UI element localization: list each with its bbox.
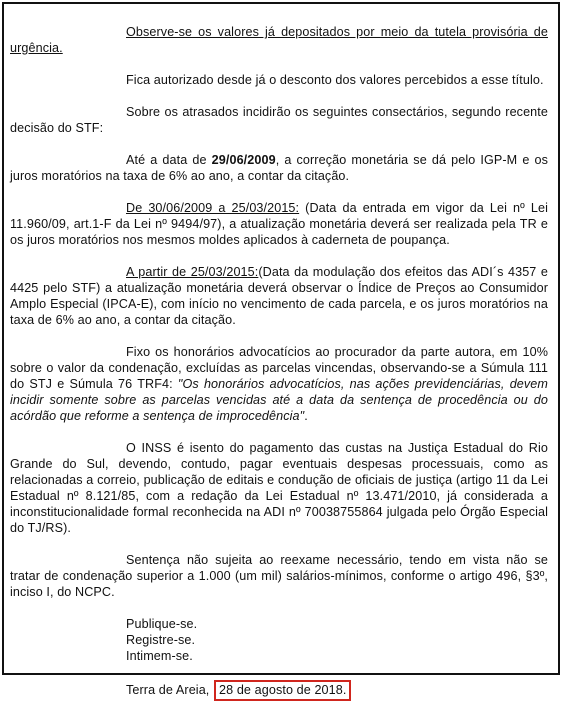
paragraph-ate-2009	[10, 152, 548, 184]
tutela-text: Observe-se os valores já depositados por meio da tutela provisória de urgência.	[10, 25, 548, 55]
paragraph-desconto: Fica autorizado desde já o desconto dos valores percebidos a esse título.	[126, 73, 544, 87]
period-2009-2015-label: De 30/06/2009 a 25/03/2015:	[126, 201, 300, 215]
paragraph-reexame: Sentença não sujeita ao reexame necessário, tendo em vista não se tratar de condenação superior a 1.000 (um mil) salários-mínimos, conforme o artigo 496, §3º, inciso I, do NCPC.	[10, 553, 548, 599]
paragraph-2009-2015	[10, 200, 548, 248]
paragraph-consectarios: Sobre os atrasados incidirão os seguintes consectários, segundo recente decisão do STF:	[10, 105, 548, 135]
place-name: Terra de Areia,	[126, 683, 210, 697]
period-2015-text: (Data da modulação dos efeitos das ADI´s 4357 e 4425 pelo STF) a atualização monetária deverá observar o Índice de Preços ao Consumidor Amplo Especial (IPCA-E), com início no vencimento de cada parcela, e os juros moratórios na taxa de 6% ao ano, a contar da citação.	[10, 265, 548, 327]
intimem-se: Intimem-se.	[126, 649, 193, 663]
paragraph-apartir-2015	[10, 264, 548, 328]
ate-2009-rest: , a correção monetária se dá pelo IGP-M e os juros moratórios na taxa de 6% ao ano, a contar da citação.	[10, 153, 548, 183]
sumula-quote: "Os honorários advocatícios, nas ações previdenciárias, devem incidir somente sobre as parcelas vencidas até a data da sentença de procedência ou do acórdão que reforme a sentença de improcedência"	[10, 377, 548, 423]
document-frame	[2, 2, 560, 697]
place-date-line	[126, 680, 548, 701]
document-body	[10, 24, 548, 701]
registre-se: Registre-se.	[126, 633, 196, 647]
paragraph-custas: O INSS é isento do pagamento das custas na Justiça Estadual do Rio Grande do Sul, devendo, contudo, pagar eventuais despesas processuais, como as relacionadas a correio, publicação de editais e condução de oficiais de justiça (artigo 11 da Lei Estadual nº 8.121/85, com a redação da Lei Estadual nº 13.471/2010, já considerada a inconstitucionalidade formal reconhecida na ADI nº 70038755864 julgada pelo Órgão Especial do TJ/RS).	[10, 441, 548, 535]
honorarios-end: .	[304, 409, 308, 423]
paragraph-honorarios	[10, 344, 548, 424]
publique-se: Publique-se.	[126, 617, 198, 631]
honorarios-text: Fixo os honorários advocatícios ao procurador da parte autora, em 10% sobre o valor da condenação, excluídas as parcelas vincendas, observando-se a Súmula 111 do STJ e Súmula 76 TRF4:	[10, 345, 548, 391]
ate-2009-date: 29/06/2009	[211, 153, 276, 167]
period-2009-2015-text: (Data da entrada em vigor da Lei nº Lei 11.960/09, art.1-F da Lei nº 9494/97), a atualização monetária deverá ser realizada pela TR e os juros moratórios nos mesmos moldes aplicados à caderneta de poupança.	[10, 201, 548, 247]
highlighted-date: 28 de agosto de 2018.	[214, 680, 351, 701]
ate-2009-lead: Até a data de	[126, 153, 212, 167]
paragraph-tutela	[10, 24, 548, 56]
period-2015-label: A partir de 25/03/2015:	[126, 265, 259, 279]
closing-block	[126, 616, 548, 701]
